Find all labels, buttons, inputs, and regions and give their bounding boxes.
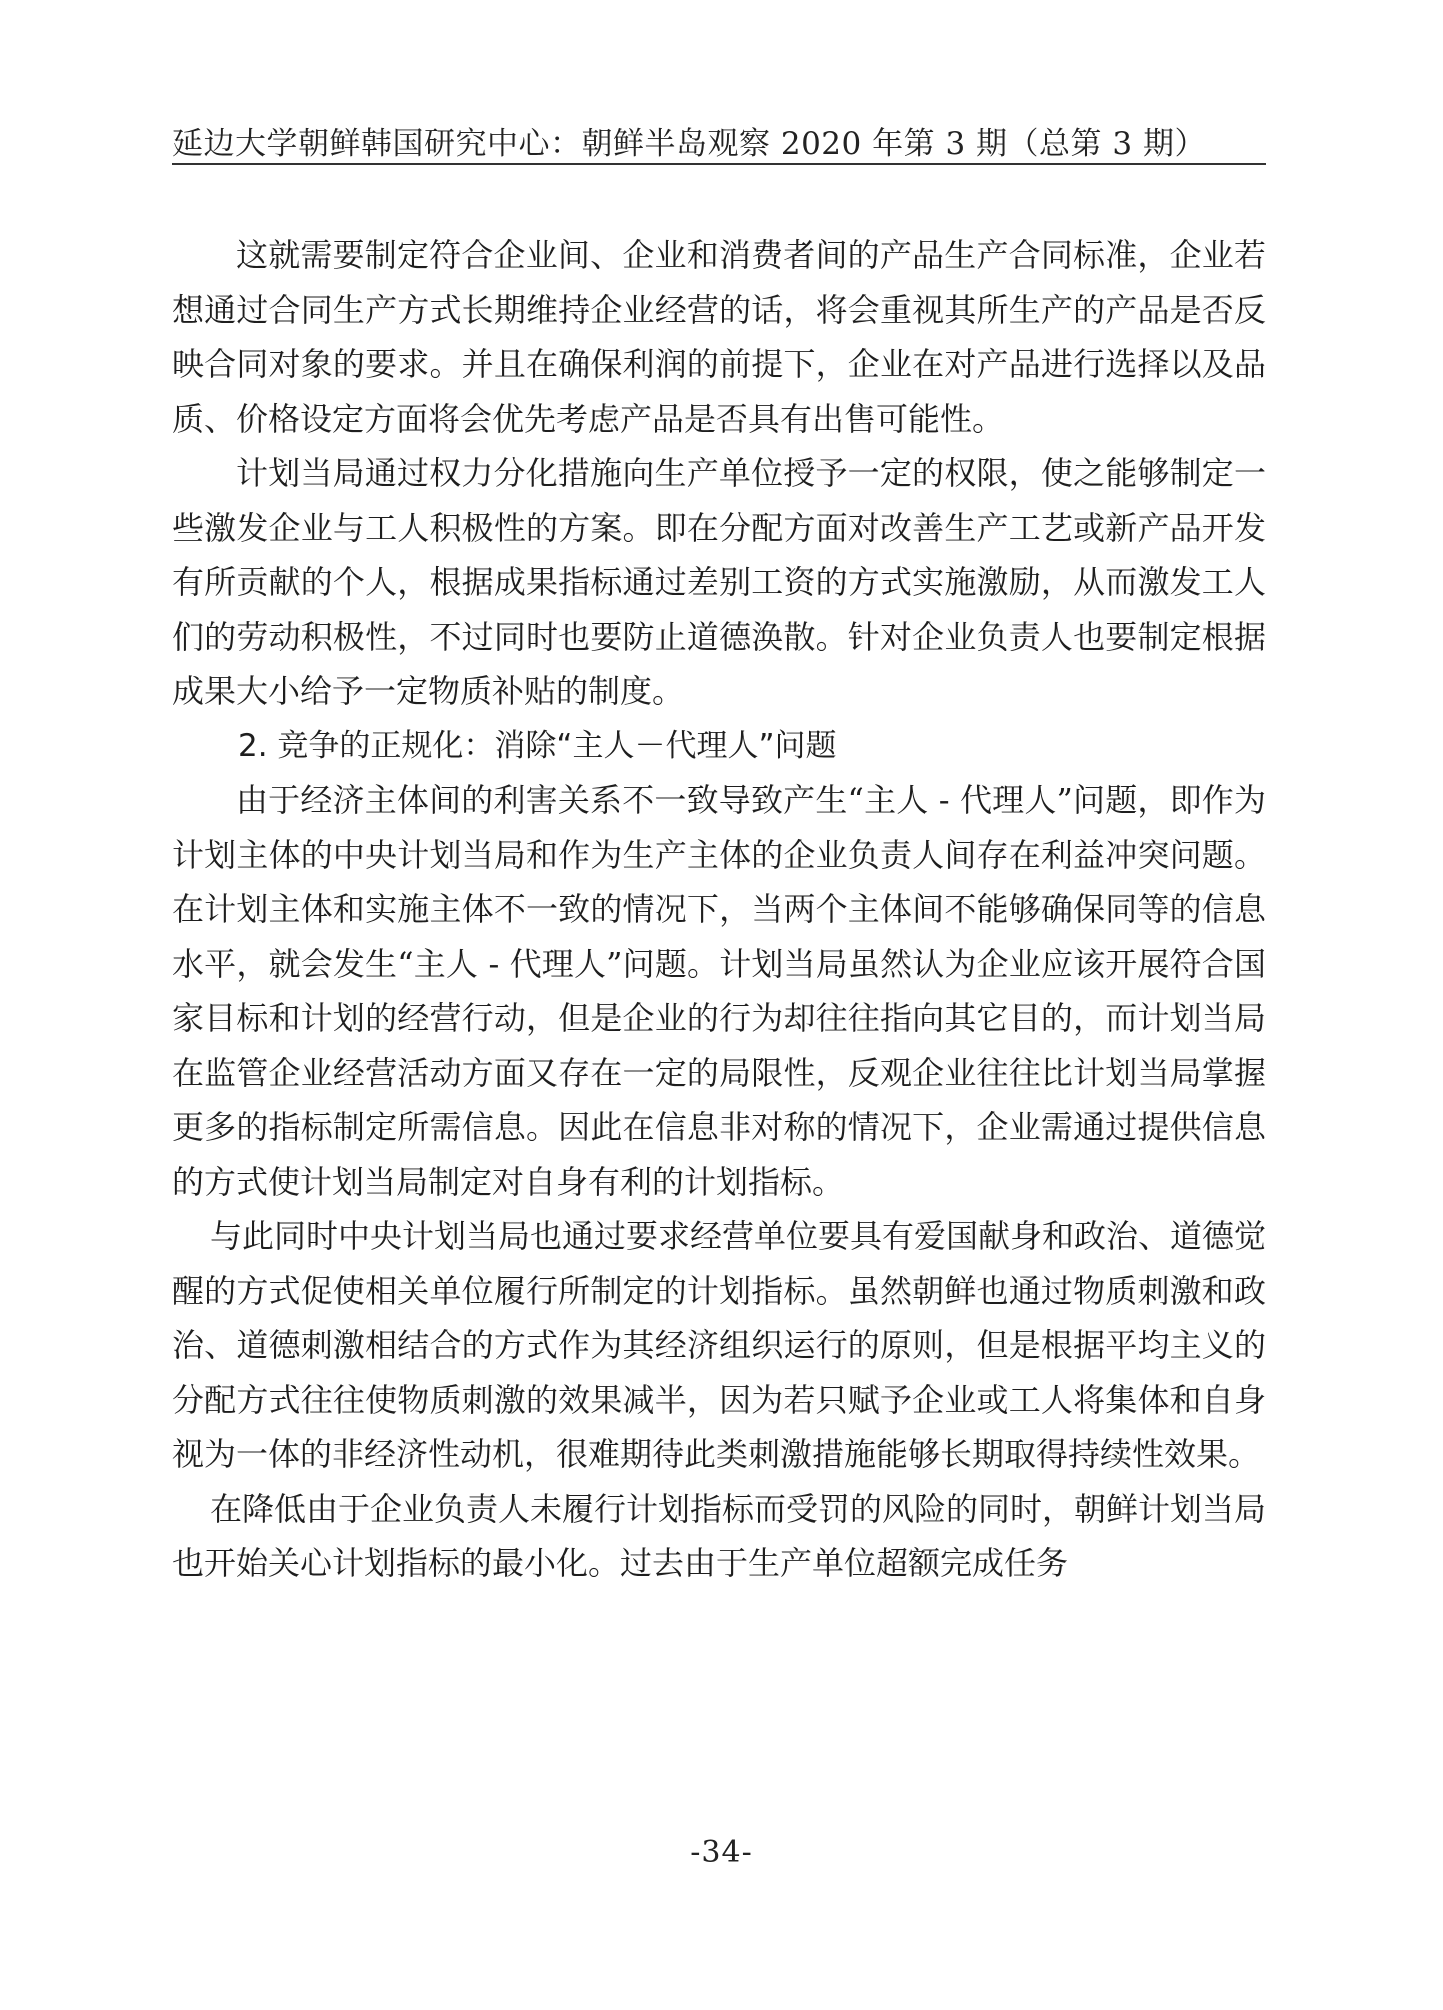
paragraph: 计划当局通过权力分化措施向生产单位授予一定的权限，使之能够制定一些激发企业与工人积极性的方案。即在分配方面对改善生产工艺或新产品开发有所贡献的个人，根据成果指标通过差别工资的方式实施激励，从而激发工人们的劳动积极性，不过同时也要防止道德涣散。针对企业负责人也要制定根据成果大小给予一定物质补贴的制度。 <box>172 454 1266 710</box>
body-text <box>172 228 1266 1591</box>
running-header: 延边大学朝鲜韩国研究中心：朝鲜半岛观察 2020 年第 3 期（总第 3 期） <box>172 126 1206 162</box>
page-number: -34- <box>690 1835 753 1870</box>
paragraph: 由于经济主体间的利害关系不一致导致产生“主人 - 代理人”问题，即作为计划主体的中央计划当局和作为生产主体的企业负责人间存在利益冲突问题。在计划主体和实施主体不一致的情况下，当两个主体间不能够确保同等的信息水平，就会发生“主人 - 代理人”问题。计划当局虽然认为企业应该开展符合国家目标和计划的经营行动，但是企业的行为却往往指向其它目的，而计划当局在监管企业经营活动方面又存在一定的局限性，反观企业往往比计划当局掌握更多的指标制定所需信息。因此在信息非对称的情况下，企业需通过提供信息的方式使计划当局制定对自身有利的计划指标。 <box>172 781 1266 1201</box>
paragraph: 这就需要制定符合企业间、企业和消费者间的产品生产合同标准，企业若想通过合同生产方式长期维持企业经营的话，将会重视其所生产的产品是否反映合同对象的要求。并且在确保利润的前提下，企业在对产品进行选择以及品质、价格设定方面将会优先考虑产品是否具有出售可能性。 <box>172 236 1266 438</box>
paragraph: 与此同时中央计划当局也通过要求经营单位要具有爱国献身和政治、道德觉醒的方式促使相关单位履行所制定的计划指标。虽然朝鲜也通过物质刺激和政治、道德刺激相结合的方式作为其经济组织运行的原则，但是根据平均主义的分配方式往往使物质刺激的效果减半，因为若只赋予企业或工人将集体和自身视为一体的非经济性动机，很难期待此类刺激措施能够长期取得持续性效果。 <box>172 1217 1267 1473</box>
paragraph: 在降低由于企业负责人未履行计划指标而受罚的风险的同时，朝鲜计划当局也开始关心计划指标的最小化。过去由于生产单位超额完成任务 <box>172 1489 1267 1582</box>
header-rule <box>172 163 1266 165</box>
section-heading: 2. 竞争的正规化：消除“主人－代理人”问题 <box>238 727 837 764</box>
